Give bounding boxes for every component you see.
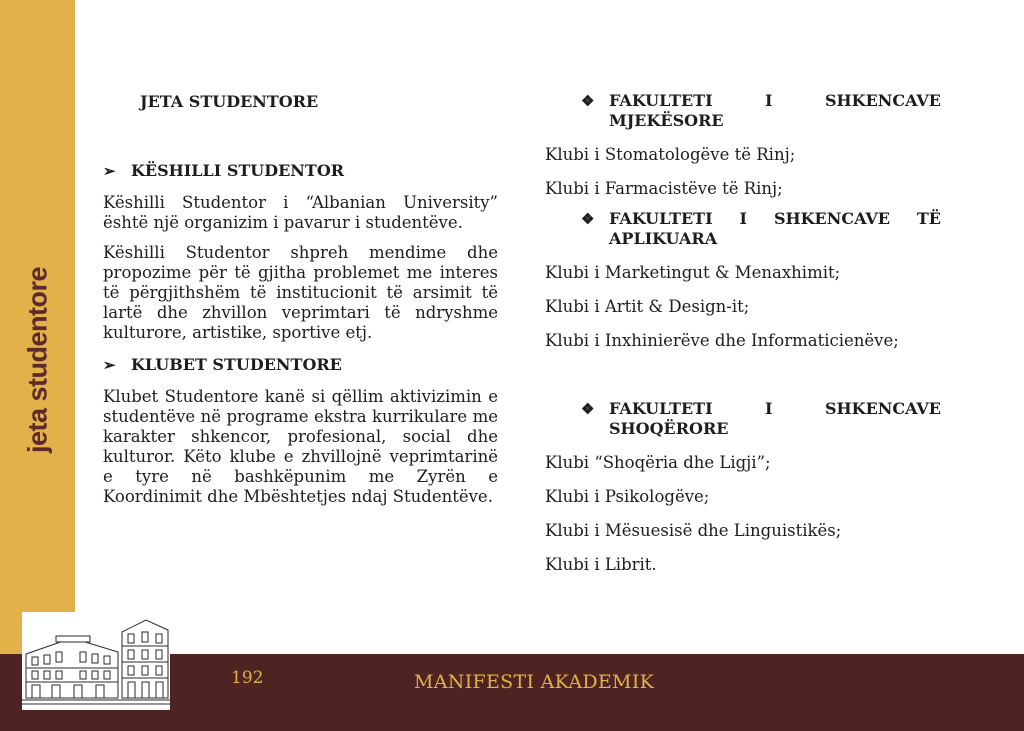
club-item: Klubi i Librit. [545, 555, 657, 574]
paragraph: Klubet Studentore kanë si qëllim aktivizimin e studentëve në programe ekstra kurrikulare me karakter shkencor, profesional, social dhe kulturor. Këto klube e zhvillojnë veprimtarinë e tyre në bashkëpunim me Zyrën e Koordinimit dhe Mbështetjes ndaj Studentëve. [103, 387, 498, 506]
club-item: Klubi i Farmacistëve të Rinj; [545, 179, 783, 198]
page-title: JETA STUDENTORE [140, 92, 319, 111]
faculty-heading: ❖ FAKULTETI I SHKENCAVE MJEKËSORE [581, 91, 941, 130]
club-item: Klubi “Shoqëria dhe Ligji”; [545, 453, 771, 472]
diamond-bullet-icon: ❖ [581, 210, 595, 228]
university-building-illustration [22, 612, 170, 710]
club-item: Klubi i Inxhinierëve dhe Informaticienëve; [545, 331, 899, 350]
diamond-bullet-icon: ❖ [581, 400, 595, 418]
right-column [545, 91, 941, 575]
faculty-heading: ❖ FAKULTETI I SHKENCAVE TË APLIKUARA [581, 209, 941, 248]
club-item: Klubi i Artit & Design-it; [545, 297, 750, 316]
club-item: Klubi i Psikologëve; [545, 487, 710, 506]
footer-title: MANIFESTI AKADEMIK [414, 671, 655, 693]
faculty-heading: ❖ FAKULTETI I SHKENCAVE SHOQËRORE [581, 399, 941, 438]
diamond-bullet-icon: ❖ [581, 92, 595, 110]
section-heading-student-council: ➢ KËSHILLI STUDENTOR [103, 161, 345, 180]
page-number: 192 [231, 668, 264, 688]
club-item: Klubi i Marketingut & Menaxhimit; [545, 263, 841, 282]
section-heading-student-clubs: ➢ KLUBET STUDENTORE [103, 355, 342, 374]
sidebar [0, 0, 75, 654]
club-item: Klubi i Mësuesisë dhe Linguistikës; [545, 521, 842, 540]
sidebar-title: jeta studentore [22, 266, 53, 454]
arrowhead-bullet-icon: ➢ [103, 162, 116, 180]
paragraph: Këshilli Studentor i “Albanian University” është një organizim i pavarur i studentëve. [103, 193, 498, 232]
left-column [103, 91, 498, 507]
paragraph: Këshilli Studentor shpreh mendime dhe propozime për të gjitha problemet me interes të përgjithshëm të institucionit të arsimit të lartë dhe zhvillon veprimtari të ndryshme kulturore, artistike, sportive etj. [103, 243, 498, 342]
club-item: Klubi i Stomatologëve të Rinj; [545, 145, 796, 164]
arrowhead-bullet-icon: ➢ [103, 356, 116, 374]
